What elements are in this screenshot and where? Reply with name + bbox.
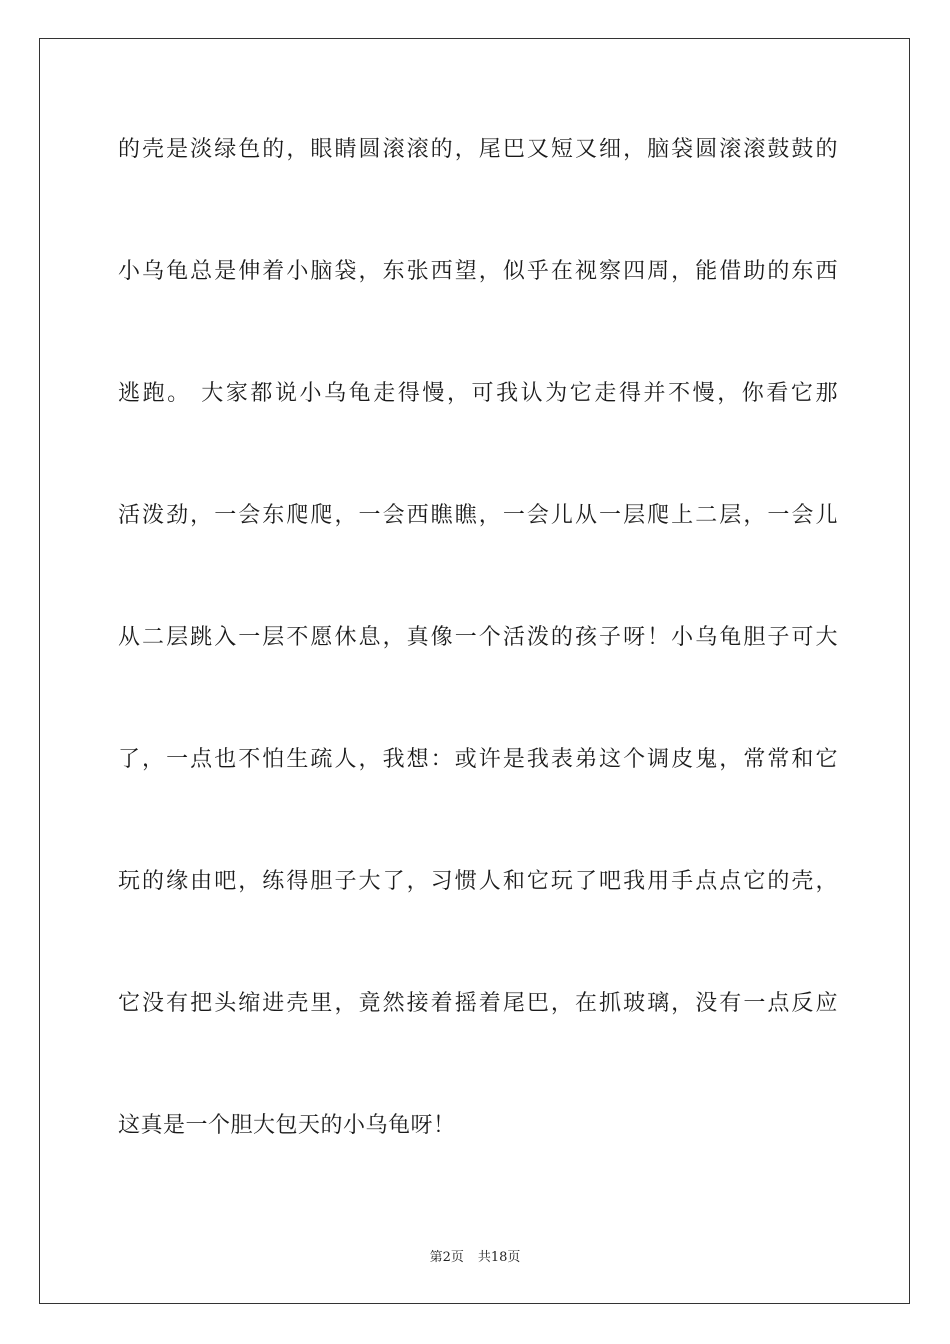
text-line: 这真是一个胆大包天的小乌龟呀！ <box>118 1113 456 1138</box>
document-body <box>118 128 838 1226</box>
text-line: 玩的缘由吧，练得胆子大了，习惯人和它玩了吧我用手点点它的壳， <box>118 869 838 894</box>
page-number: 第2页 <box>429 1250 464 1265</box>
text-line: 逃跑。 大家都说小乌龟走得慢，可我认为它走得并不慢，你看它那 <box>118 381 838 406</box>
page-footer <box>0 1246 950 1265</box>
text-line: 从二层跳入一层不愿休息，真像一个活泼的孩子呀！小乌龟胆子可大 <box>118 625 838 650</box>
text-line: 活泼劲，一会东爬爬，一会西瞧瞧，一会儿从一层爬上二层，一会儿 <box>118 503 838 528</box>
page-total: 共18页 <box>477 1250 521 1265</box>
text-line: 它没有把头缩进壳里，竟然接着摇着尾巴，在抓玻璃，没有一点反应 <box>118 991 838 1016</box>
text-line: 的壳是淡绿色的，眼睛圆滚滚的，尾巴又短又细，脑袋圆滚滚鼓鼓的 <box>118 137 838 162</box>
text-line: 了，一点也不怕生疏人，我想：或许是我表弟这个调皮鬼，常常和它 <box>118 747 838 772</box>
text-line: 小乌龟总是伸着小脑袋，东张西望，似乎在视察四周，能借助的东西 <box>118 259 838 284</box>
